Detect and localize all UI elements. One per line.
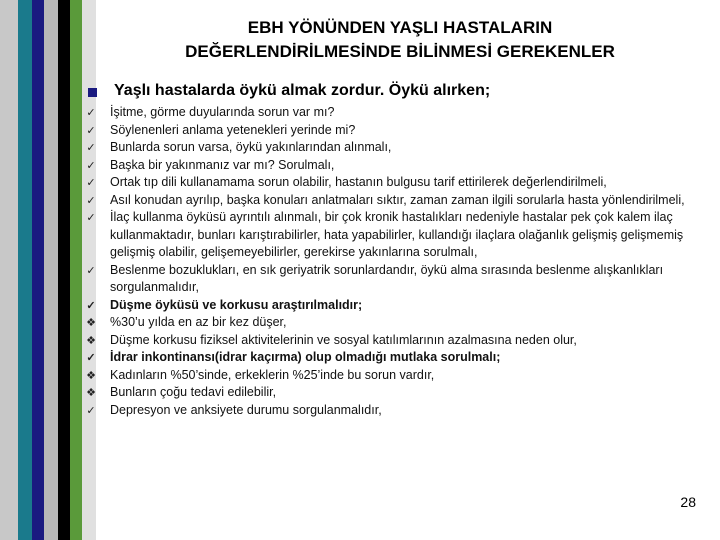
list-item xyxy=(84,332,704,350)
checkmark-icon: ✓ xyxy=(86,194,96,207)
diamond-bullet-icon: ❖ xyxy=(86,369,96,382)
list-item xyxy=(84,349,704,367)
page-title xyxy=(100,16,700,64)
page-number: 28 xyxy=(680,494,696,510)
checkmark-icon: ✓ xyxy=(86,124,96,137)
list-item-text: Bunların çoğu tedavi edilebilir, xyxy=(110,385,277,399)
list-item xyxy=(84,297,704,315)
square-bullet-icon xyxy=(88,88,97,97)
diamond-bullet-icon: ❖ xyxy=(86,387,96,399)
list-item-text: İdrar inkontinansı(idrar kaçırma) olup olmadığı mutlaka sorulmalı; xyxy=(110,350,501,364)
list-item-text: Kadınların %50’sinde, erkeklerin %25’inde bu sorun vardır, xyxy=(110,367,435,382)
checkmark-icon: ✓ xyxy=(86,264,96,277)
list-item-text: Asıl konudan ayrılıp, başka konuları anlatmaları sıktır, zaman zaman ilgili sorularla hasta yönlendirilmeli, xyxy=(110,192,685,207)
list-item-text: Depresyon ve anksiyete durumu sorgulanmalıdır, xyxy=(110,402,382,417)
list-item xyxy=(84,157,704,175)
decorative-stripe xyxy=(0,0,96,540)
list-item-text: Düşme korkusu fiziksel aktivitelerinin ve sosyal katılımlarının azalmasına neden olur, xyxy=(110,332,577,347)
checkmark-icon: ✓ xyxy=(86,107,96,119)
checkmark-icon: ✓ xyxy=(86,404,96,417)
list-item xyxy=(84,192,704,210)
checkmark-icon: ✓ xyxy=(86,142,96,154)
list-item xyxy=(84,174,704,192)
list-item xyxy=(84,314,704,332)
diamond-bullet-icon: ❖ xyxy=(86,334,96,347)
checkmark-icon: ✓ xyxy=(86,212,96,224)
list-item-text: İşitme, görme duyularında sorun var mı? xyxy=(110,105,335,119)
section-heading: Yaşlı hastalarda öykü almak zordur. Öykü alırken; xyxy=(114,82,491,99)
checkmark-icon: ✓ xyxy=(86,299,96,312)
list-item-text: Düşme öyküsü ve korkusu araştırılmalıdır; xyxy=(110,297,363,312)
list-item-text: Başka bir yakınmanız var mı? Sorulmalı, xyxy=(110,157,335,172)
diamond-bullet-icon: ❖ xyxy=(86,317,96,329)
list-item-text: İlaç kullanma öyküsü ayrıntılı alınmalı, bir çok kronik hastalıkları nedeniyle hastalar pek çok kalem ilaç kullanmaktadır, bunları karıştırabilirler, hata yapabilirler, kullandığı ilaçlara olağanlık gelişmiş gelişmemiş gelişmiş olabilir, gelişemeyebilirler, gerekirse yakınlarına sorulmalı, xyxy=(110,210,684,259)
checkmark-icon: ✓ xyxy=(86,177,96,189)
list-item xyxy=(84,104,704,122)
checkmark-icon: ✓ xyxy=(86,352,96,364)
list-item xyxy=(84,367,704,385)
list-item-text: Ortak tıp dili kullanamama sorun olabilir, hastanın bulgusu tarif ettirilerek değerlendirilmeli, xyxy=(110,175,607,189)
list-item-text: Söylenenleri anlama yetenekleri yerinde mi? xyxy=(110,122,356,137)
bullet-list xyxy=(84,104,704,419)
title-line-2: DEĞERLENDİRİLMESİNDE BİLİNMESİ GEREKENLER xyxy=(185,42,615,61)
checkmark-icon: ✓ xyxy=(86,159,96,172)
list-item xyxy=(84,139,704,157)
list-item xyxy=(84,384,704,402)
title-line-1: EBH YÖNÜNDEN YAŞLI HASTALARIN xyxy=(247,18,553,37)
list-item-text: %30’u yılda en az bir kez düşer, xyxy=(110,315,287,329)
list-item xyxy=(84,122,704,140)
list-item xyxy=(84,402,704,420)
list-item xyxy=(84,209,704,262)
list-item-text: Beslenme bozuklukları, en sık geriyatrik sorunlardandır, öykü alma sırasında beslenme alışkanlıkları sorgulanmalıdır, xyxy=(110,262,664,294)
list-item xyxy=(84,262,704,297)
list-item-text: Bunlarda sorun varsa, öykü yakınlarından alınmalı, xyxy=(110,140,392,154)
